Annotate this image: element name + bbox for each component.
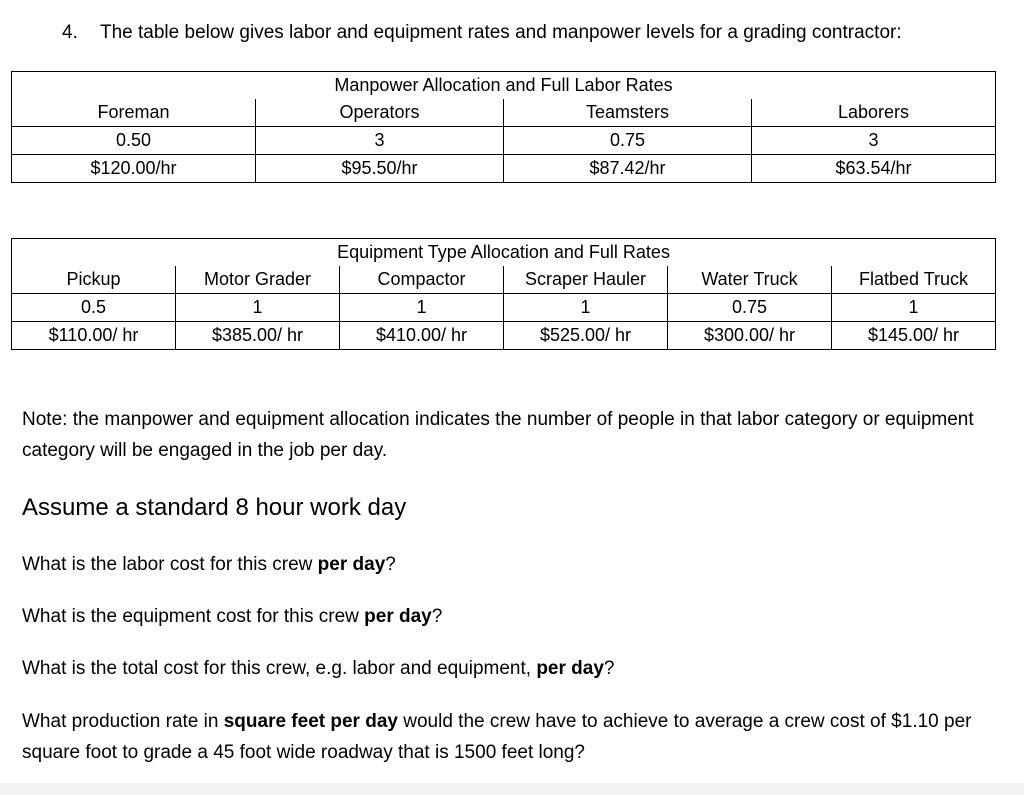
question-text: What is the total cost for this crew, e.g. labor and equipment, [22,658,537,679]
question-text: What production rate in [22,711,224,732]
question-suffix: ? [603,658,615,679]
question-suffix: ? [431,606,443,627]
problem-heading [62,22,902,44]
question-emphasis: per day [317,554,386,575]
question-text: What is the equipment cost for this crew [22,606,365,627]
equipment-rate-water-truck: $300.00/ hr [668,322,832,350]
labor-header-operators: Operators [256,99,504,127]
equipment-rate-compactor: $410.00/ hr [340,322,504,350]
labor-rates-table [11,71,996,183]
question-total-cost [22,653,1012,684]
problem-number: 4. [62,22,78,43]
equipment-rate-flatbed-truck: $145.00/ hr [832,322,996,350]
equipment-header-flatbed-truck: Flatbed Truck [832,266,996,294]
labor-allocation-laborers: 3 [752,127,996,155]
question-emphasis: square feet per day [223,711,398,732]
work-day-assumption: Assume a standard 8 hour work day [22,494,407,521]
labor-header-foreman: Foreman [12,99,256,127]
equipment-table-title: Equipment Type Allocation and Full Rates [12,239,996,267]
labor-allocation-operators: 3 [256,127,504,155]
question-labor-cost [22,549,1012,580]
labor-allocation-foreman: 0.50 [12,127,256,155]
equipment-allocation-compactor: 1 [340,294,504,322]
equipment-rate-scraper-hauler: $525.00/ hr [504,322,668,350]
question-emphasis: per day [536,658,604,679]
equipment-header-water-truck: Water Truck [668,266,832,294]
question-suffix: ? [385,554,396,575]
equipment-header-pickup: Pickup [12,266,176,294]
labor-header-laborers: Laborers [752,99,996,127]
labor-rate-laborers: $63.54/hr [752,155,996,183]
equipment-allocation-motor-grader: 1 [176,294,340,322]
equipment-allocation-scraper-hauler: 1 [504,294,668,322]
question-text: What is the labor cost for this crew [22,554,318,575]
equipment-rate-pickup: $110.00/ hr [12,322,176,350]
equipment-allocation-pickup: 0.5 [12,294,176,322]
equipment-rate-motor-grader: $385.00/ hr [176,322,340,350]
question-production-rate [22,706,1012,768]
question-emphasis: per day [364,606,432,627]
equipment-header-compactor: Compactor [340,266,504,294]
question-equipment-cost [22,601,1012,632]
equipment-allocation-water-truck: 0.75 [668,294,832,322]
labor-rate-foreman: $120.00/hr [12,155,256,183]
question-suffix: would the crew have to achieve to average a crew cost of $1.10 per square foot to grade a 45 foot wide roadway that is 1500 feet long? [22,711,972,763]
equipment-header-scraper-hauler: Scraper Hauler [504,266,668,294]
equipment-header-motor-grader: Motor Grader [176,266,340,294]
labor-table-title: Manpower Allocation and Full Labor Rates [12,72,996,100]
labor-header-teamsters: Teamsters [504,99,752,127]
problem-text: The table below gives labor and equipment rates and manpower levels for a grading contractor: [100,22,902,43]
labor-rate-teamsters: $87.42/hr [504,155,752,183]
page-bottom-edge [0,783,1024,795]
labor-allocation-teamsters: 0.75 [504,127,752,155]
allocation-note: Note: the manpower and equipment allocation indicates the number of people in that labor category or equipment category will be engaged in the job per day. [22,409,974,461]
labor-rate-operators: $95.50/hr [256,155,504,183]
equipment-rates-table [11,238,996,350]
equipment-allocation-flatbed-truck: 1 [832,294,996,322]
